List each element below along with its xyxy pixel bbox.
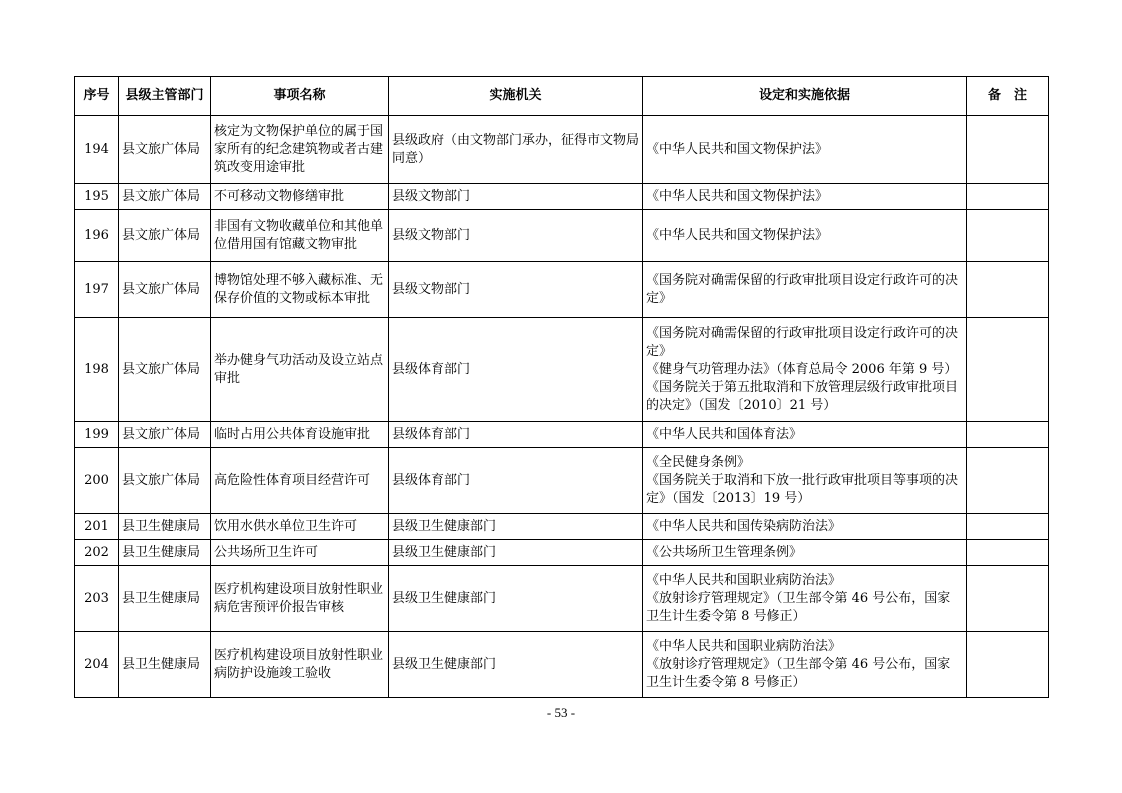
- row-agency: 县级体育部门: [389, 318, 643, 422]
- table-row: [75, 422, 1049, 448]
- row-number: 197: [75, 262, 119, 318]
- table-row: [75, 514, 1049, 540]
- header-basis: 设定和实施依据: [643, 77, 967, 116]
- table-header-row: [75, 77, 1049, 116]
- basis-line: 《放射诊疗管理规定》（卫生部令第 46 号公布，国家卫生计生委令第 8 号修正）: [646, 590, 951, 624]
- row-department: 县文旅广体局: [119, 184, 211, 210]
- header-dept: 县级主管部门: [119, 77, 211, 116]
- table-row: [75, 448, 1049, 514]
- row-number: 202: [75, 540, 119, 566]
- row-department: 县文旅广体局: [119, 262, 211, 318]
- row-basis: [643, 116, 967, 184]
- table-body: [75, 116, 1049, 698]
- row-number: 200: [75, 448, 119, 514]
- row-item-name: 博物馆处理不够入藏标准、无保存价值的文物或标本审批: [211, 262, 389, 318]
- table-row: [75, 262, 1049, 318]
- row-basis: [643, 540, 967, 566]
- row-remarks: [967, 448, 1049, 514]
- basis-line: 《中华人民共和国传染病防治法》: [646, 518, 842, 534]
- header-no: 序号: [75, 77, 119, 116]
- row-department: 县文旅广体局: [119, 210, 211, 262]
- row-agency: 县级卫生健康部门: [389, 566, 643, 632]
- row-agency: 县级卫生健康部门: [389, 540, 643, 566]
- row-remarks: [967, 566, 1049, 632]
- row-basis: [643, 262, 967, 318]
- row-department: 县文旅广体局: [119, 422, 211, 448]
- row-agency: 县级政府（由文物部门承办，征得市文物局同意）: [389, 116, 643, 184]
- header-agency: 实施机关: [389, 77, 643, 116]
- row-item-name: 饮用水供水单位卫生许可: [211, 514, 389, 540]
- table-row: [75, 116, 1049, 184]
- row-number: 204: [75, 632, 119, 698]
- row-department: 县卫生健康局: [119, 632, 211, 698]
- basis-line: 《中华人民共和国文物保护法》: [646, 188, 829, 204]
- row-agency: 县级卫生健康部门: [389, 632, 643, 698]
- row-number: 196: [75, 210, 119, 262]
- basis-line: 《中华人民共和国体育法》: [646, 426, 803, 442]
- row-remarks: [967, 116, 1049, 184]
- header-remarks: 备 注: [967, 77, 1049, 116]
- row-department: 县卫生健康局: [119, 540, 211, 566]
- header-item: 事项名称: [211, 77, 389, 116]
- row-remarks: [967, 422, 1049, 448]
- row-number: 195: [75, 184, 119, 210]
- row-remarks: [967, 318, 1049, 422]
- row-number: 194: [75, 116, 119, 184]
- row-agency: 县级文物部门: [389, 184, 643, 210]
- page-number: - 53 -: [546, 705, 576, 720]
- row-number: 199: [75, 422, 119, 448]
- basis-line: 《中华人民共和国职业病防治法》: [646, 572, 842, 588]
- row-basis: [643, 318, 967, 422]
- basis-line: 《国务院关于取消和下放一批行政审批项目等事项的决定》（国发〔2013〕19 号）: [646, 472, 959, 506]
- basis-line: 《中华人民共和国文物保护法》: [646, 227, 829, 243]
- row-remarks: [967, 632, 1049, 698]
- row-department: 县卫生健康局: [119, 566, 211, 632]
- row-department: 县文旅广体局: [119, 116, 211, 184]
- row-item-name: 医疗机构建设项目放射性职业病防护设施竣工验收: [211, 632, 389, 698]
- row-item-name: 医疗机构建设项目放射性职业病危害预评价报告审核: [211, 566, 389, 632]
- row-remarks: [967, 540, 1049, 566]
- row-item-name: 高危险性体育项目经营许可: [211, 448, 389, 514]
- row-number: 198: [75, 318, 119, 422]
- basis-line: 《国务院对确需保留的行政审批项目设定行政许可的决定》: [646, 272, 959, 306]
- basis-line: 《公共场所卫生管理条例》: [646, 544, 803, 560]
- row-basis: [643, 448, 967, 514]
- row-item-name: 非国有文物收藏单位和其他单位借用国有馆藏文物审批: [211, 210, 389, 262]
- basis-line: 《中华人民共和国职业病防治法》: [646, 638, 842, 654]
- row-basis: [643, 632, 967, 698]
- table-row: [75, 632, 1049, 698]
- row-remarks: [967, 514, 1049, 540]
- table-row: [75, 566, 1049, 632]
- row-basis: [643, 514, 967, 540]
- basis-line: 《放射诊疗管理规定》（卫生部令第 46 号公布，国家卫生计生委令第 8 号修正）: [646, 656, 951, 690]
- basis-line: 《国务院关于第五批取消和下放管理层级行政审批项目的决定》（国发〔2010〕21 号）: [646, 379, 959, 413]
- row-item-name: 举办健身气功活动及设立站点审批: [211, 318, 389, 422]
- table-row: [75, 184, 1049, 210]
- row-department: 县文旅广体局: [119, 318, 211, 422]
- basis-line: 《中华人民共和国文物保护法》: [646, 141, 829, 157]
- row-basis: [643, 422, 967, 448]
- row-agency: 县级体育部门: [389, 422, 643, 448]
- row-item-name: 不可移动文物修缮审批: [211, 184, 389, 210]
- approval-items-table: [74, 76, 1049, 698]
- row-remarks: [967, 262, 1049, 318]
- table-row: [75, 318, 1049, 422]
- row-basis: [643, 210, 967, 262]
- row-department: 县卫生健康局: [119, 514, 211, 540]
- row-item-name: 临时占用公共体育设施审批: [211, 422, 389, 448]
- row-agency: 县级体育部门: [389, 448, 643, 514]
- table-row: [75, 540, 1049, 566]
- row-agency: 县级文物部门: [389, 210, 643, 262]
- row-remarks: [967, 184, 1049, 210]
- row-department: 县文旅广体局: [119, 448, 211, 514]
- row-agency: 县级文物部门: [389, 262, 643, 318]
- basis-line: 《国务院对确需保留的行政审批项目设定行政许可的决定》: [646, 325, 959, 359]
- row-number: 203: [75, 566, 119, 632]
- row-basis: [643, 184, 967, 210]
- table-row: [75, 210, 1049, 262]
- row-agency: 县级卫生健康部门: [389, 514, 643, 540]
- row-item-name: 核定为文物保护单位的属于国家所有的纪念建筑物或者古建筑改变用途审批: [211, 116, 389, 184]
- basis-line: 《健身气功管理办法》（体育总局令 2006 年第 9 号）: [646, 361, 958, 377]
- row-item-name: 公共场所卫生许可: [211, 540, 389, 566]
- row-number: 201: [75, 514, 119, 540]
- row-basis: [643, 566, 967, 632]
- row-remarks: [967, 210, 1049, 262]
- basis-line: 《全民健身条例》: [646, 454, 751, 470]
